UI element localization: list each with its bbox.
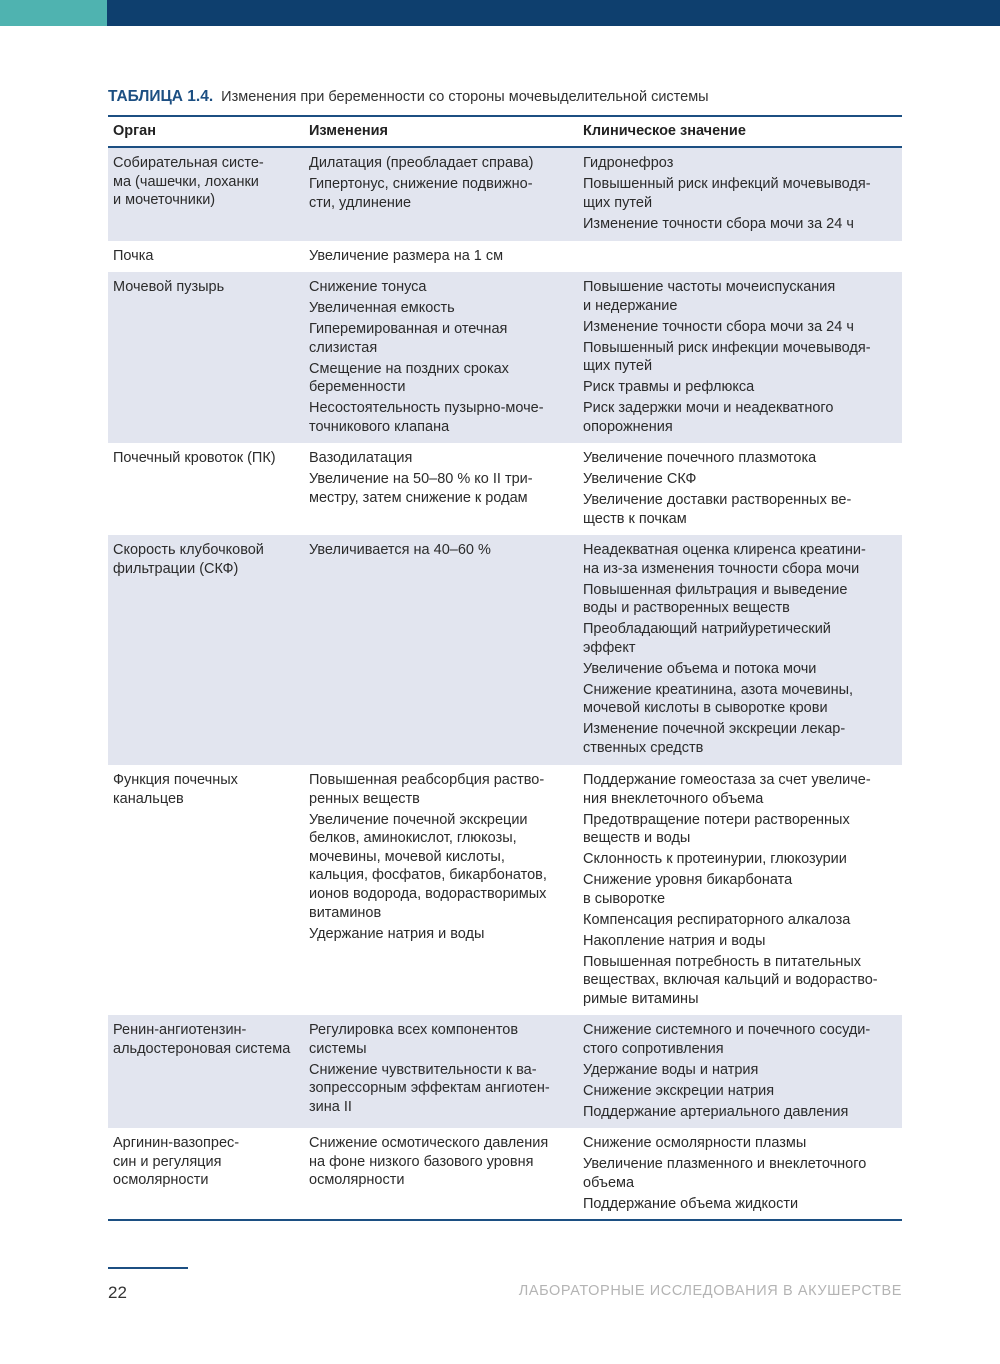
cell-item: Несостоятельность пузырно-моче- точникового клапана <box>309 400 544 435</box>
organ-cell <box>108 272 304 443</box>
organ-line: Собирательная систе- <box>113 155 264 171</box>
organ-line: Мочевой пузырь <box>113 279 225 295</box>
organ-line: и мочеточники) <box>113 192 216 209</box>
cell-item: Повышенный риск инфекций мочевыводя- щих путей <box>583 175 871 211</box>
organ-line: Аргинин-вазопрес- <box>113 1135 240 1151</box>
cell-item: Регулировка всех компонентов системы <box>309 1022 519 1057</box>
cell-item: Поддержание объема жидкости <box>583 1195 799 1212</box>
organ-line: Почечный кровоток (ПК) <box>113 450 276 466</box>
changes-cell <box>304 443 578 535</box>
cell-item: Увеличение доставки растворенных ве- ществ к почкам <box>583 491 852 527</box>
clinical-cell <box>578 1128 902 1219</box>
cell-item: Смещение на поздних сроках беременности <box>309 360 509 396</box>
table-caption <box>108 88 709 106</box>
changes-cell <box>304 765 578 1015</box>
changes-cell <box>304 535 578 765</box>
changes-cell <box>304 272 578 443</box>
cell-item: Снижение тонуса <box>309 279 427 295</box>
cell-item: Увеличение объема и потока мочи <box>583 660 817 677</box>
organ-line: альдостероновая система <box>113 1040 291 1057</box>
cell-item: Склонность к протеинурии, глюкозурии <box>583 851 847 868</box>
cell-item: Снижение осмотического давления на фоне низкого базового уровня осмолярности <box>309 1135 549 1189</box>
clinical-cell <box>578 443 902 535</box>
cell-item: Увеличение почечного плазмотока <box>583 450 817 466</box>
header-band <box>107 0 1000 26</box>
cell-item: Компенсация респираторного алкалоза <box>583 911 851 928</box>
cell-item: Повышенный риск инфекции мочевыводя- щих путей <box>583 339 871 375</box>
organ-line: Скорость клубочковой <box>113 542 264 558</box>
organ-line: фильтрации (СКФ) <box>113 560 239 577</box>
organ-line: ма (чашечки, лоханки <box>113 173 259 190</box>
table-row <box>108 765 902 1015</box>
footer-book-title: ЛАБОРАТОРНЫЕ ИССЛЕДОВАНИЯ В АКУШЕРСТВЕ <box>518 1283 902 1299</box>
cell-item: Увеличение на 50–80 % ко II три- местру, затем снижение к родам <box>309 470 533 506</box>
cell-item: Повышенная реабсорбция раство- ренных веществ <box>309 772 545 807</box>
organ-line: Ренин-ангиотензин- <box>113 1022 247 1038</box>
organ-cell <box>108 1015 304 1128</box>
organ-cell <box>108 765 304 1015</box>
organ-cell <box>108 148 304 241</box>
table-row <box>108 1128 902 1221</box>
changes-cell <box>304 148 578 241</box>
organ-line: син и регуляция <box>113 1153 222 1170</box>
changes-cell <box>304 1015 578 1128</box>
organ-cell <box>108 241 304 272</box>
kidney-changes-table <box>108 115 902 1221</box>
changes-cell <box>304 241 578 272</box>
organ-cell <box>108 443 304 535</box>
table-row <box>108 272 902 443</box>
organ-cell <box>108 535 304 765</box>
table-header-row <box>108 115 902 148</box>
cell-item: Снижение системного и почечного сосуди- стого сопротивления <box>583 1022 871 1057</box>
cell-item: Увеличивается на 40–60 % <box>309 542 491 558</box>
cell-item: Увеличение плазменного и внеклеточного объема <box>583 1155 867 1191</box>
cell-item: Повышенная потребность в питательных веществах, включая кальций и водораство- римые витамины <box>583 953 878 1007</box>
organ-line: Почка <box>113 248 154 264</box>
clinical-cell <box>578 272 902 443</box>
cell-item: Преобладающий натрийуретический эффект <box>583 621 831 656</box>
cell-item: Дилатация (преобладает справа) <box>309 155 534 171</box>
table-row <box>108 241 902 272</box>
cell-item: Увеличенная емкость <box>309 299 455 316</box>
clinical-cell <box>578 1015 902 1128</box>
cell-item: Изменение точности сбора мочи за 24 ч <box>583 318 854 335</box>
clinical-cell <box>578 765 902 1015</box>
header-clinical: Клиническое значение <box>583 123 746 140</box>
header-organ: Орган <box>113 123 156 140</box>
cell-item: Риск травмы и рефлюкса <box>583 379 755 396</box>
cell-item: Снижение чувствительности к ва- зопрессорным эффектам ангиотен- зина II <box>309 1061 550 1115</box>
table-row <box>108 535 902 765</box>
cell-item: Увеличение СКФ <box>583 470 697 487</box>
cell-item: Увеличение размера на 1 см <box>309 248 504 264</box>
organ-line: осмолярности <box>113 1172 209 1189</box>
cell-item: Удержание воды и натрия <box>583 1061 759 1078</box>
cell-item: Снижение осмолярности плазмы <box>583 1135 807 1151</box>
organ-line: Функция почечных <box>113 772 238 788</box>
cell-item: Снижение креатинина, азота мочевины, мочевой кислоты в сыворотке крови <box>583 681 854 717</box>
clinical-cell <box>578 535 902 765</box>
organ-cell <box>108 1128 304 1219</box>
cell-item: Изменение точности сбора мочи за 24 ч <box>583 215 854 232</box>
header-accent-bar <box>0 0 107 26</box>
cell-item: Повышенная фильтрация и выведение воды и растворенных веществ <box>583 581 848 617</box>
organ-line: канальцев <box>113 790 184 807</box>
cell-item: Удержание натрия и воды <box>309 925 485 942</box>
table-caption-label: ТАБЛИЦА 1.4. <box>108 88 214 105</box>
cell-item: Увеличение почечной экскреции белков, аминокислот, глюкозы, мочевины, мочевой кислоты, кальция, фосфатов, бикарбонатов, ионов водорода, водорастворимых витаминов <box>309 811 547 921</box>
cell-item: Предотвращение потери растворенных веществ и воды <box>583 811 850 847</box>
changes-cell <box>304 1128 578 1219</box>
cell-item: Вазодилатация <box>309 450 413 466</box>
table-row <box>108 1015 902 1128</box>
cell-item: Накопление натрия и воды <box>583 932 766 949</box>
footer-rule <box>108 1267 188 1269</box>
clinical-cell <box>578 241 902 272</box>
cell-item: Гидронефроз <box>583 155 674 171</box>
cell-item: Повышение частоты мочеиспускания и недержание <box>583 279 836 314</box>
table-row <box>108 148 902 241</box>
table-row <box>108 443 902 535</box>
cell-item: Поддержание артериального давления <box>583 1103 849 1120</box>
cell-item: Снижение уровня бикарбоната в сыворотке <box>583 872 793 907</box>
cell-item: Гиперемированная и отечная слизистая <box>309 320 508 356</box>
cell-item: Изменение почечной экскреции лекар- ственных средств <box>583 721 846 756</box>
cell-item: Гипертонус, снижение подвижно- сти, удлинение <box>309 175 533 211</box>
table-caption-text: Изменения при беременности со стороны мочевыделительной системы <box>221 89 709 105</box>
clinical-cell <box>578 148 902 241</box>
page-number: 22 <box>108 1283 127 1302</box>
cell-item: Снижение экскреции натрия <box>583 1082 775 1099</box>
cell-item: Неадекватная оценка клиренса креатини- на из-за изменения точности сбора мочи <box>583 542 866 577</box>
header-changes: Изменения <box>309 123 389 140</box>
cell-item: Риск задержки мочи и неадекватного опорожнения <box>583 400 834 435</box>
cell-item: Поддержание гомеостаза за счет увеличе- ния внеклеточного объема <box>583 772 871 807</box>
